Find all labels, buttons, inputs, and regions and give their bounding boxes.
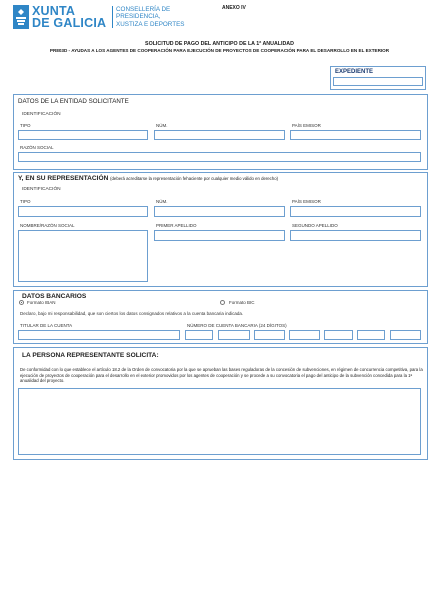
logo-name: XUNTA DE GALICIA <box>32 4 107 30</box>
entity-number-label: NÚM. <box>156 123 168 128</box>
account-holder-label: TITULAR DE LA CUENTA <box>20 323 73 328</box>
xunta-emblem-icon <box>13 5 29 29</box>
account-digits-field-2[interactable] <box>254 330 285 340</box>
expediente-field[interactable] <box>333 77 423 86</box>
request-text: De conformidad con lo que establece el artículo 18.2 de la Orden de convocatoria por la que se aprueban las bases reguladoras de la concesión de subvenciones, en régimen de concurrencia competitiva, para la ejecución de proyectos de cooperación para el desarrollo en el exterior promovidos por los agentes de cooperación y se procede a su convocatoria el pago del anticipo de la subvención concedida para la 1ª anualidad del proyecto. <box>20 367 423 384</box>
entity-identification-label: IDENTIFICACIÓN <box>22 112 61 117</box>
representative-name-label: NOMBRE/RAZÓN SOCIAL <box>20 223 75 228</box>
account-digits-field-4[interactable] <box>324 330 353 340</box>
department-name: CONSELLERÍA DE PRESIDENCIA, XUSTIZA E DEPORTES <box>116 6 185 28</box>
iban-radio[interactable] <box>19 300 24 305</box>
entity-country-field[interactable] <box>290 130 421 140</box>
request-textarea[interactable] <box>18 388 421 455</box>
representative-country-label: PAÍS EMISOR <box>292 199 321 204</box>
second-surname-field[interactable] <box>290 230 421 241</box>
first-surname-label: PRIMER APELLIDO <box>156 223 197 228</box>
bic-radio[interactable] <box>220 300 225 305</box>
account-number-label: NÚMERO DE CUENTA BANCARIA (24 DÍGITOS) <box>187 323 287 328</box>
entity-country-label: PAÍS EMISOR <box>292 123 321 128</box>
iban-prefix-field[interactable] <box>185 330 213 340</box>
account-digits-field-6[interactable] <box>390 330 421 340</box>
account-digits-field-3[interactable] <box>289 330 320 340</box>
bic-option-label: Formato BIC <box>229 300 255 305</box>
entity-name-label: RAZÓN SOCIAL <box>20 145 54 150</box>
xunta-logo <box>13 4 185 31</box>
bank-section-title: DATOS BANCARIOS <box>22 293 87 300</box>
representative-note: (deberá acreditarse la representación fehaciente por cualquier medio válido en derecho) <box>110 176 279 181</box>
representative-identification-label: IDENTIFICACIÓN <box>22 187 61 192</box>
entity-name-field[interactable] <box>18 152 421 162</box>
request-section-title: LA PERSONA REPRESENTANTE SOLICITA: <box>22 352 159 359</box>
entity-number-field[interactable] <box>154 130 285 140</box>
logo-divider <box>112 6 113 28</box>
form-title: SOLICITUD DE PAGO DEL ANTICIPO DE LA 1ª ANUALIDAD <box>145 41 294 47</box>
account-digits-field-1[interactable] <box>218 330 250 340</box>
representative-country-field[interactable] <box>290 206 421 217</box>
representative-number-field[interactable] <box>154 206 285 217</box>
first-surname-field[interactable] <box>154 230 285 241</box>
account-digits-field-5[interactable] <box>357 330 385 340</box>
account-holder-field[interactable] <box>18 330 180 340</box>
representative-type-field[interactable] <box>18 206 148 217</box>
entity-section-title: DATOS DE LA ENTIDAD SOLICITANTE <box>18 98 129 105</box>
representative-number-label: NÚM. <box>156 199 168 204</box>
iban-option-label: Formato IBAN <box>27 300 56 305</box>
representative-type-label: TIPO <box>20 199 31 204</box>
annex-label: ANEXO IV <box>222 5 246 11</box>
expediente-label: EXPEDIENTE <box>335 69 374 75</box>
representative-section-title: Y, EN SU REPRESENTACIÓN (deberá acreditarse la representación fehaciente por cualquier medio válido en derecho) <box>18 175 279 182</box>
bank-declaration: Declaro, bajo mi responsabilidad, que son ciertos los datos consignados relativos a la cuenta bancaria indicada. <box>20 311 244 316</box>
procedure-code: PR803D - AYUDAS A LOS AGENTES DE COOPERACIÓN PARA EJECUCIÓN DE PROYECTOS DE COOPERACIÓN PARA EL DESARROLLO EN EL EXTERIOR <box>49 48 390 53</box>
entity-type-field[interactable] <box>18 130 148 140</box>
second-surname-label: SEGUNDO APELLIDO <box>292 223 338 228</box>
entity-type-label: TIPO <box>20 123 31 128</box>
representative-name-field[interactable] <box>18 230 148 282</box>
